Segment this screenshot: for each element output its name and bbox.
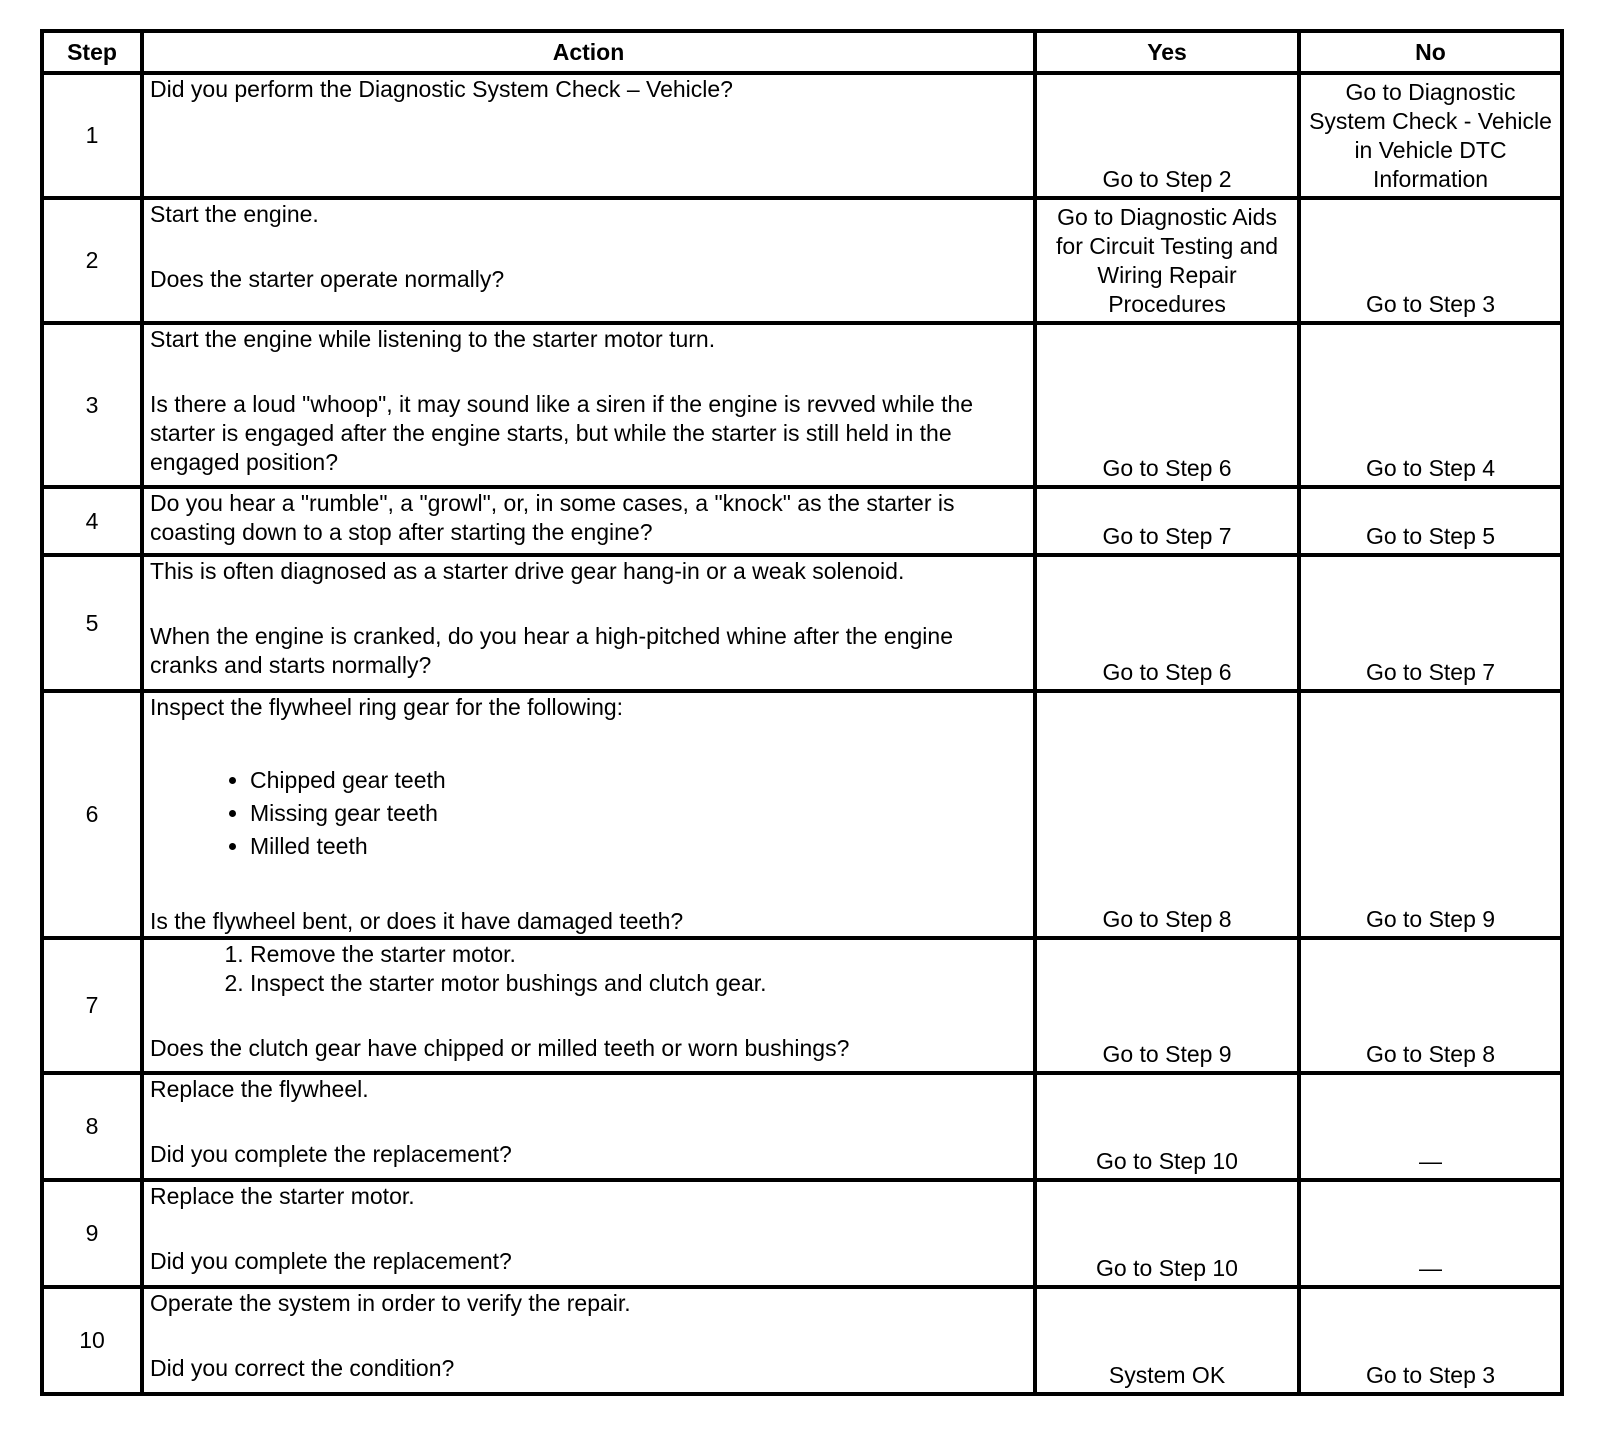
header-no: No xyxy=(1299,31,1562,73)
no-cell: Go to Step 9 xyxy=(1299,691,1562,938)
step-number: 5 xyxy=(42,555,142,691)
numbered-list xyxy=(150,940,1027,998)
action-instruction: This is often diagnosed as a starter drive gear hang-in or a weak solenoid. xyxy=(150,558,905,584)
action-question: Did you correct the condition? xyxy=(150,1355,455,1381)
no-cell: Go to Step 4 xyxy=(1299,323,1562,487)
action-question: Does the clutch gear have chipped or milled teeth or worn bushings? xyxy=(150,1035,850,1061)
step-number: 4 xyxy=(42,487,142,555)
table-row xyxy=(42,323,1562,487)
step-number: 8 xyxy=(42,1073,142,1180)
step-number: 10 xyxy=(42,1287,142,1394)
action-question: Did you complete the replacement? xyxy=(150,1141,512,1167)
action-question: When the engine is cranked, do you hear a high-pitched whine after the engine cranks and starts normally? xyxy=(150,623,953,678)
action-cell xyxy=(142,323,1035,487)
action-cell xyxy=(142,73,1035,198)
yes-cell: Go to Step 2 xyxy=(1035,73,1299,198)
step-number: 3 xyxy=(42,323,142,487)
step-number: 2 xyxy=(42,198,142,323)
header-action: Action xyxy=(142,31,1035,73)
action-cell xyxy=(142,691,1035,938)
action-cell xyxy=(142,198,1035,323)
yes-cell: Go to Diagnostic Aids for Circuit Testing and Wiring Repair Procedures xyxy=(1035,198,1299,323)
action-cell xyxy=(142,938,1035,1073)
no-cell: Go to Step 3 xyxy=(1299,1287,1562,1394)
list-item: • Missing gear teeth xyxy=(250,797,1027,830)
action-cell xyxy=(142,555,1035,691)
yes-cell: Go to Step 9 xyxy=(1035,938,1299,1073)
list-item: • Milled teeth xyxy=(250,830,1027,863)
action-instruction: Start the engine while listening to the starter motor turn. xyxy=(150,326,716,352)
action-question: Does the starter operate normally? xyxy=(150,266,505,292)
table-row xyxy=(42,938,1562,1073)
action-instruction: Inspect the flywheel ring gear for the following: xyxy=(150,694,624,720)
yes-cell: Go to Step 10 xyxy=(1035,1073,1299,1180)
yes-cell: System OK xyxy=(1035,1287,1299,1394)
step-number: 9 xyxy=(42,1180,142,1287)
table-row xyxy=(42,1287,1562,1394)
header-step: Step xyxy=(42,31,142,73)
action-cell xyxy=(142,1287,1035,1394)
action-cell xyxy=(142,487,1035,555)
action-instruction: Replace the flywheel. xyxy=(150,1076,369,1102)
action-instruction: Operate the system in order to verify the repair. xyxy=(150,1290,631,1316)
yes-cell: Go to Step 6 xyxy=(1035,555,1299,691)
table-row xyxy=(42,487,1562,555)
yes-cell: Go to Step 8 xyxy=(1035,691,1299,938)
list-item: 1. Remove the starter motor. xyxy=(250,940,1027,969)
yes-cell: Go to Step 10 xyxy=(1035,1180,1299,1287)
list-item: 2. Inspect the starter motor bushings and clutch gear. xyxy=(250,969,1027,998)
yes-cell: Go to Step 7 xyxy=(1035,487,1299,555)
no-cell: — xyxy=(1299,1180,1562,1287)
action-text: Do you hear a "rumble", a "growl", or, in some cases, a "knock" as the starter is coasting down to a stop after starting the engine? xyxy=(150,490,955,545)
table-row xyxy=(42,555,1562,691)
table-row xyxy=(42,1180,1562,1287)
no-cell: Go to Step 3 xyxy=(1299,198,1562,323)
no-cell: Go to Step 7 xyxy=(1299,555,1562,691)
header-row xyxy=(42,31,1562,73)
action-cell xyxy=(142,1180,1035,1287)
action-question: Did you complete the replacement? xyxy=(150,1248,512,1274)
action-question: Is there a loud "whoop", it may sound like a siren if the engine is revved while the starter is engaged after the engine starts, but while the starter is still held in the engaged position? xyxy=(150,391,974,475)
bullet-list xyxy=(150,764,1027,863)
diagnostic-table xyxy=(40,29,1564,1396)
table-row xyxy=(42,1073,1562,1180)
no-cell: — xyxy=(1299,1073,1562,1180)
action-question: Is the flywheel bent, or does it have damaged teeth? xyxy=(150,908,684,934)
table-row xyxy=(42,198,1562,323)
action-text: Did you perform the Diagnostic System Check – Vehicle? xyxy=(150,76,733,102)
no-cell: Go to Step 5 xyxy=(1299,487,1562,555)
step-number: 1 xyxy=(42,73,142,198)
action-instruction: Replace the starter motor. xyxy=(150,1183,415,1209)
action-instruction: Start the engine. xyxy=(150,201,319,227)
header-yes: Yes xyxy=(1035,31,1299,73)
action-cell xyxy=(142,1073,1035,1180)
no-cell: Go to Step 8 xyxy=(1299,938,1562,1073)
step-number: 6 xyxy=(42,691,142,938)
step-number: 7 xyxy=(42,938,142,1073)
table-row xyxy=(42,691,1562,938)
list-item: • Chipped gear teeth xyxy=(250,764,1027,797)
yes-cell: Go to Step 6 xyxy=(1035,323,1299,487)
table-row xyxy=(42,73,1562,198)
no-cell: Go to Diagnostic System Check - Vehicle in Vehicle DTC Information xyxy=(1299,73,1562,198)
